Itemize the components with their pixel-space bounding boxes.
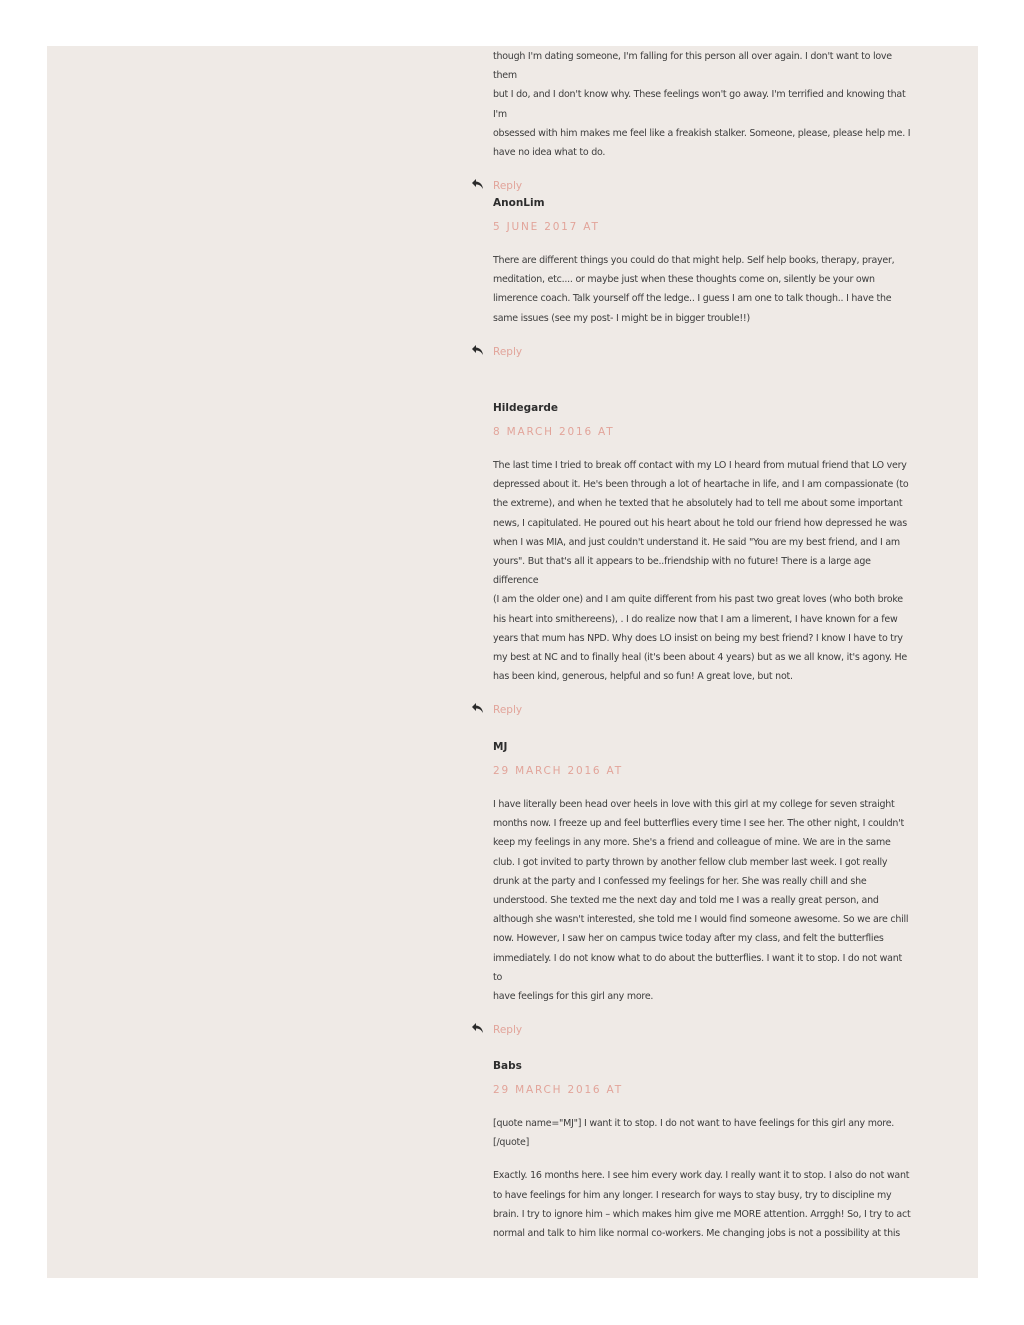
comment-partial bbox=[493, 47, 911, 193]
comment-author[interactable]: MJ bbox=[493, 741, 508, 753]
comment-body: The last time I tried to break off contact with my LO I heard from mutual friend that LO very depressed about it. He's been through a lot of heartache in life, and I am compassionate (to the extreme), and when he texted that he absolutely had to tell me about some important news, I capitulated. He poured out his heart about he told our friend how depressed he was when I was MIA, and just couldn't understand it. He said "You are my best friend, and I am yours". But that's all it appears to be..friendship with no future! There is a large age difference (I am the older one) and I am quite different from his past two great loves (who both broke his heart into smithereens), . I do realize now that I am a limerent, I have known for a few years that mum has NPD. Why does LO insist on being my best friend? I know I have to try my best at NC and to finally heal (it's been about 4 years) but as we all know, it's agony. He has been kind, generous, helpful and so fun! A great love, but not. bbox=[493, 460, 909, 683]
reply-arrow-icon bbox=[471, 343, 485, 357]
reply-row bbox=[493, 175, 911, 193]
reply-row bbox=[493, 341, 911, 359]
comment-author[interactable]: Hildegarde bbox=[493, 402, 559, 414]
comment-author[interactable]: AnonLim bbox=[493, 197, 545, 209]
comment-body: Exactly. 16 months here. I see him every work day. I really want it to stop. I also do not want to have feelings for him any longer. I research for ways to stay busy, try to discipline my brain. I try to ignore him – which makes him give me MORE attention. Arrggh! So, I try to act normal and talk to him like normal co-workers. Me changing jobs is not a possibility at this bbox=[493, 1170, 911, 1240]
comment-body: I have literally been head over heels in love with this girl at my college for seven straight months now. I freeze up and feel butterflies every time I see her. The other night, I couldn't keep my feelings in any more. She's a friend and colleague of mine. We are in the same club. I got invited to party thrown by another fellow club member last week. I got really drunk at the party and I confessed my feelings for her. She was really chill and she understood. She texted me the next day and told me I was a really great person, and although she wasn't interested, she told me I would find someone awesome. So we are chill now. However, I saw her on campus twice today after my class, and felt the butterflies immediately. I do not know what to do about the butterflies. I want it to stop. I do not want to have feelings for this girl any more. bbox=[493, 799, 909, 1003]
reply-link[interactable]: Reply bbox=[493, 1024, 523, 1037]
reply-row bbox=[493, 699, 911, 717]
reply-arrow-icon bbox=[471, 1021, 485, 1035]
comment-anonlim bbox=[493, 194, 911, 359]
comment-date[interactable]: 29 MARCH 2016 AT bbox=[493, 765, 623, 777]
comment-date[interactable]: 5 JUNE 2017 AT bbox=[493, 221, 600, 233]
comment-body: though I'm dating someone, I'm falling for this person all over again. I don't want to love them but I do, and I don't know why. These feelings won't go away. I'm terrified and knowing that I'm obsessed with him makes me feel like a freakish stalker. Someone, please, please help me. I have no idea what to do. bbox=[493, 51, 911, 159]
reply-arrow-icon bbox=[471, 701, 485, 715]
comment-quote: [quote name="MJ"] I want it to stop. I do not want to have feelings for this girl any more. [/quote] bbox=[493, 1118, 895, 1149]
comment-hildegarde bbox=[493, 399, 911, 717]
comment-author[interactable]: Babs bbox=[493, 1060, 522, 1072]
comment-date[interactable]: 29 MARCH 2016 AT bbox=[493, 1084, 623, 1096]
reply-link[interactable]: Reply bbox=[493, 345, 523, 358]
reply-row bbox=[493, 1019, 911, 1037]
reply-arrow-icon bbox=[471, 177, 485, 191]
comment-date[interactable]: 8 MARCH 2016 AT bbox=[493, 426, 615, 438]
reply-link[interactable]: Reply bbox=[493, 180, 523, 193]
comment-body: There are different things you could do that might help. Self help books, therapy, prayer, meditation, etc.... or maybe just when these thoughts come on, silently be your own limerence coach. Talk yourself off the ledge.. I guess I am one to talk though.. I have the same issues (see my post- I might be in bigger trouble!!) bbox=[493, 255, 895, 324]
comment-mj bbox=[493, 738, 911, 1037]
comments-panel bbox=[47, 46, 978, 1278]
comment-babs bbox=[493, 1057, 911, 1243]
reply-link[interactable]: Reply bbox=[493, 704, 523, 717]
